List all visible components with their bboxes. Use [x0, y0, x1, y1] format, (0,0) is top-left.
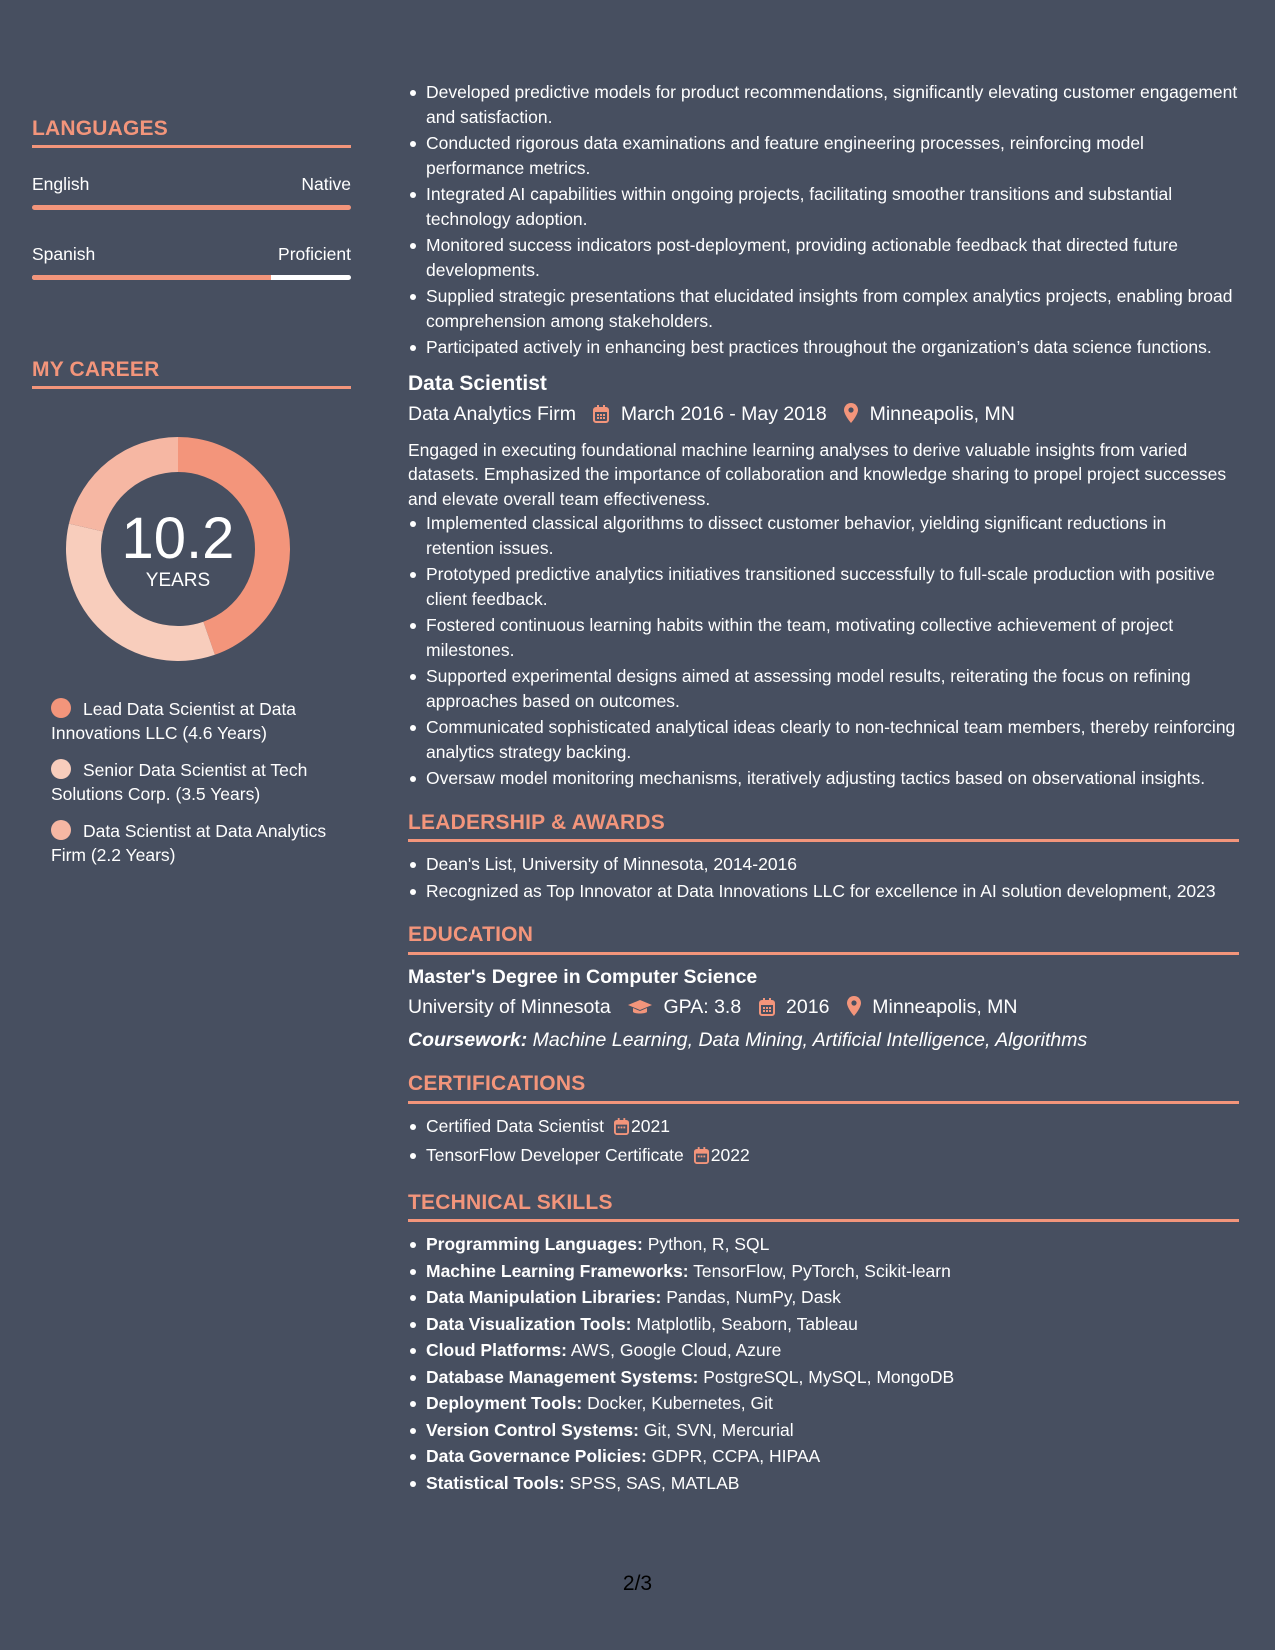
page-number: 2/3: [622, 1572, 653, 1595]
list-item: Prototyped predictive analytics initiatives transitioned successfully to full-scale production with positive client feedback.: [408, 562, 1239, 611]
language-level: Native: [301, 174, 351, 194]
list-item: Programming Languages: Python, R, SQL: [408, 1232, 1239, 1257]
language-name: English: [32, 174, 90, 194]
school-location: Minneapolis, MN: [872, 996, 1018, 1018]
previous-job-bullets: [408, 80, 1239, 360]
gpa: GPA: 3.8: [663, 996, 742, 1018]
calendar-icon: [759, 998, 775, 1023]
career-heading: MY CAREER: [32, 358, 351, 389]
list-item: Cloud Platforms: AWS, Google Cloud, Azure: [408, 1338, 1239, 1363]
language-bar-english: [32, 205, 351, 210]
list-item: Supplied strategic presentations that elucidated insights from complex analytics projects, enabling broad comprehension among stakeholders.: [408, 284, 1239, 333]
list-item: Communicated sophisticated analytical ideas clearly to non-technical team members, thereby reinforcing analytics strategy backing.: [408, 715, 1239, 764]
location-pin-icon: [844, 403, 858, 430]
cert-year: 2021: [631, 1115, 670, 1136]
job-bullets: [408, 511, 1239, 791]
list-item: Machine Learning Frameworks: TensorFlow, PyTorch, Scikit-learn: [408, 1259, 1239, 1284]
list-item: Monitored success indicators post-deployment, providing actionable feedback that directed future developments.: [408, 233, 1239, 282]
list-item: Version Control Systems: Git, SVN, Mercurial: [408, 1418, 1239, 1443]
career-total-unit: YEARS: [145, 570, 211, 591]
awards-list: [408, 852, 1239, 903]
legend-dot: [51, 820, 71, 840]
calendar-icon: [694, 1146, 709, 1171]
language-name: Spanish: [32, 244, 96, 264]
calendar-icon: [593, 405, 609, 430]
list-item: Statistical Tools: SPSS, SAS, MATLAB: [408, 1471, 1239, 1496]
list-item: Developed predictive models for product recommendations, significantly elevating customer engagement and satisfaction.: [408, 80, 1239, 129]
legend-dot: [51, 759, 71, 779]
list-item: Data Manipulation Libraries: Pandas, NumPy, Dask: [408, 1285, 1239, 1310]
languages-heading: LANGUAGES: [32, 117, 351, 148]
list-item: Conducted rigorous data examinations and feature engineering processes, reinforcing model performance metrics.: [408, 131, 1239, 180]
list-item: Data Governance Policies: GDPR, CCPA, HIPAA: [408, 1444, 1239, 1469]
certifications-heading: CERTIFICATIONS: [408, 1072, 1239, 1104]
cert-name: TensorFlow Developer Certificate: [426, 1145, 684, 1165]
school-name: University of Minnesota: [408, 996, 611, 1018]
list-item: Data Visualization Tools: Matplotlib, Seaborn, Tableau: [408, 1312, 1239, 1337]
career-legend: [51, 697, 351, 880]
language-bar-spanish: [32, 275, 351, 280]
list-item: Oversaw model monitoring mechanisms, iteratively adjusting tactics based on observational insights.: [408, 766, 1239, 791]
coursework-list: Machine Learning, Data Mining, Artificial Intelligence, Algorithms: [532, 1028, 1088, 1051]
list-item: Supported experimental designs aimed at assessing model results, reiterating the focus on refining approaches based on outcomes.: [408, 664, 1239, 713]
coursework: [408, 1028, 1239, 1053]
cert-year: 2022: [710, 1145, 750, 1165]
coursework-label: Coursework:: [408, 1028, 528, 1051]
job-meta: [408, 402, 1239, 430]
legend-item: Senior Data Scientist at Tech Solutions Corp. (3.5 Years): [51, 760, 308, 804]
list-item: [408, 1143, 1239, 1171]
career-donut-chart: [66, 437, 290, 661]
language-bar-fill: [32, 205, 351, 210]
job-dates: March 2016 - May 2018: [620, 403, 827, 425]
list-item: Integrated AI capabilities within ongoing projects, facilitating smoother transitions and substantial technology adoption.: [408, 182, 1239, 231]
legend-item: Lead Data Scientist at Data Innovations LLC (4.6 Years): [51, 699, 297, 743]
degree-title: Master's Degree in Computer Science: [408, 965, 758, 988]
legend-item: Data Scientist at Data Analytics Firm (2.2 Years): [51, 821, 327, 865]
awards-heading: LEADERSHIP & AWARDS: [408, 811, 1239, 843]
location-pin-icon: [847, 996, 861, 1023]
list-item: Fostered continuous learning habits within the team, motivating collective achievement of project milestones.: [408, 613, 1239, 662]
job-location: Minneapolis, MN: [869, 403, 1015, 425]
job-summary: Engaged in executing foundational machine learning analyses to derive valuable insights from varied datasets. Emphasized the importance of collaboration and knowledge sharing to propel project successes and elevate overall team effectiveness.: [408, 439, 1227, 509]
list-item: [408, 1114, 1239, 1142]
education-heading: EDUCATION: [408, 923, 1239, 955]
calendar-icon: [614, 1117, 629, 1142]
list-item: Database Management Systems: PostgreSQL, MySQL, MongoDB: [408, 1365, 1239, 1390]
language-bar-fill: [32, 275, 271, 280]
graduation-year: 2016: [786, 996, 830, 1018]
job-title: Data Scientist: [408, 371, 547, 395]
list-item: Implemented classical algorithms to dissect customer behavior, yielding significant reductions in retention issues.: [408, 511, 1239, 560]
list-item: Deployment Tools: Docker, Kubernetes, Git: [408, 1391, 1239, 1416]
language-level: Proficient: [278, 244, 351, 264]
list-item: Dean's List, University of Minnesota, 2014-2016: [408, 852, 1239, 877]
list-item: Participated actively in enhancing best practices throughout the organization’s data science functions.: [408, 335, 1239, 360]
list-item: Recognized as Top Innovator at Data Innovations LLC for excellence in AI solution development, 2023: [408, 879, 1239, 904]
cert-name: Certified Data Scientist: [426, 1115, 604, 1136]
graduation-cap-icon: [628, 998, 652, 1023]
right-column: [408, 80, 1239, 1497]
certifications-list: [408, 1114, 1239, 1171]
education-meta: [408, 995, 1239, 1023]
legend-dot: [51, 698, 71, 718]
job-company: Data Analytics Firm: [408, 403, 576, 425]
career-total-years: 10.2: [121, 506, 235, 571]
skills-heading: TECHNICAL SKILLS: [408, 1191, 1239, 1223]
skills-list: [408, 1232, 1239, 1495]
